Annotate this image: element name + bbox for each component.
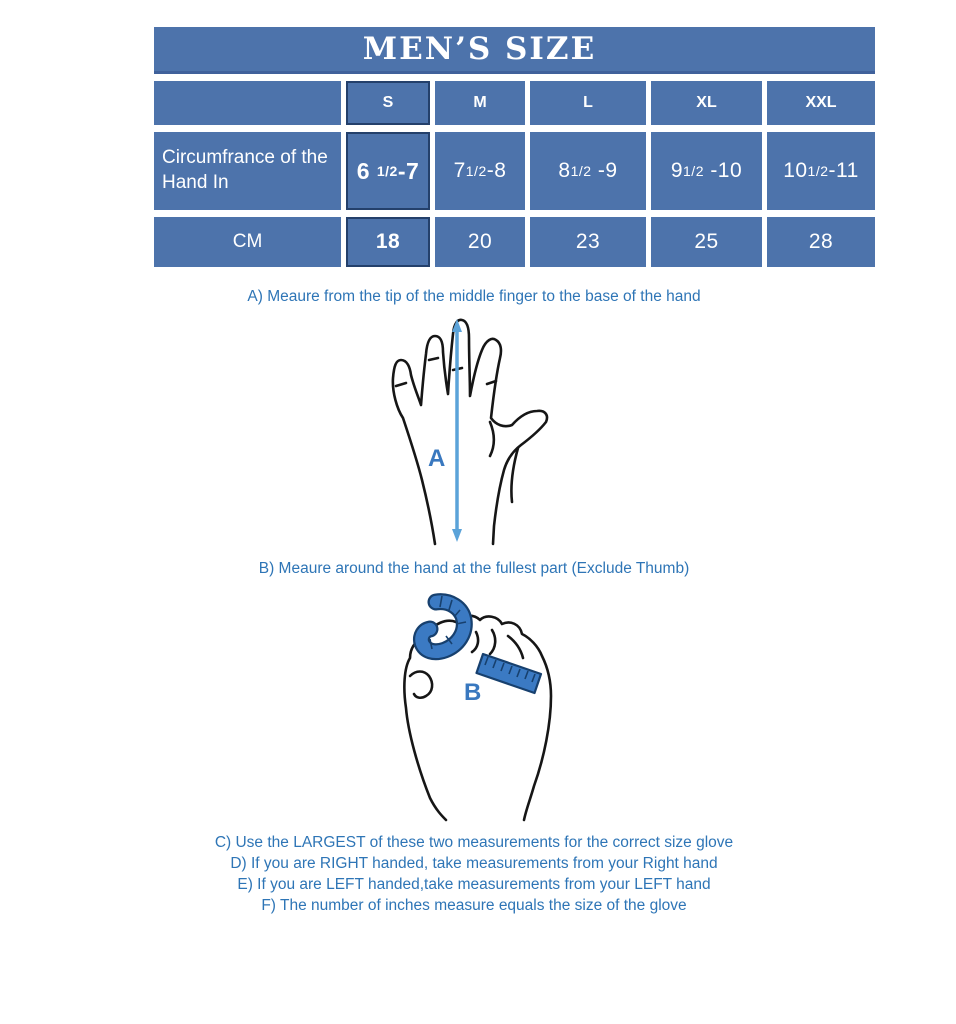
cell-cm-s: 18: [346, 217, 430, 267]
inches-m-frac: 1/2: [465, 163, 487, 179]
note-b: B) Meaure around the hand at the fullest part (Exclude Thumb): [258, 560, 690, 577]
cell-inches-xl: [651, 132, 762, 210]
hand-illustration: [366, 312, 568, 547]
inches-xxl-post: -11: [828, 159, 859, 182]
corner-cell: [154, 81, 341, 125]
inches-l-frac: 1/2: [570, 163, 592, 179]
inches-s-pre: 6: [356, 157, 377, 184]
cell-cm-xxl: 28: [767, 217, 875, 267]
col-header-m: M: [435, 81, 525, 125]
cell-inches-xxl: [767, 132, 875, 210]
size-table: [154, 27, 875, 267]
notes-block: [0, 832, 948, 916]
col-header-l: L: [530, 81, 646, 125]
inches-l-post: -9: [591, 159, 618, 182]
note-c: C) Use the LARGEST of these two measurements for the correct size glove: [214, 834, 734, 851]
fist-figure: [388, 588, 600, 837]
note-d: D) If you are RIGHT handed, take measurements from your Right hand: [230, 855, 718, 872]
row-label-cm: CM: [154, 217, 341, 267]
hand-outline: [393, 320, 547, 544]
cell-inches-l: [530, 132, 646, 210]
hand-figure: [366, 312, 568, 552]
note-f: F) The number of inches measure equals the size of the glove: [261, 897, 687, 914]
inches-s-post: -7: [397, 157, 420, 184]
fist-label-b: B: [464, 679, 482, 706]
inches-s-frac: 1/2: [376, 163, 398, 179]
cell-cm-xl: 25: [651, 217, 762, 267]
note-a: A) Meaure from the tip of the middle finger to the base of the hand: [247, 288, 701, 305]
cell-cm-m: 20: [435, 217, 525, 267]
inches-xl-post: -10: [703, 159, 743, 182]
inches-xxl-frac: 1/2: [807, 163, 829, 179]
table-title: MEN’S SIZE: [154, 27, 875, 74]
cell-cm-l: 23: [530, 217, 646, 267]
inches-m-pre: 7: [453, 159, 466, 182]
fist-illustration: [388, 588, 600, 832]
note-e: E) If you are LEFT handed,take measurements from your LEFT hand: [237, 876, 711, 893]
inches-xl-pre: 9: [670, 159, 684, 182]
inches-xl-frac: 1/2: [683, 163, 704, 179]
cell-inches-s: [346, 132, 430, 210]
cell-inches-m: [435, 132, 525, 210]
col-header-xxl: XXL: [767, 81, 875, 125]
inches-xxl-pre: 10: [783, 159, 808, 182]
hand-label-a: A: [428, 445, 446, 472]
col-header-xl: XL: [651, 81, 762, 125]
inches-m-post: -8: [486, 159, 507, 182]
row-label-inches: Circumfrance of the Hand In: [154, 132, 341, 210]
inches-l-pre: 8: [558, 159, 571, 182]
col-header-s: S: [346, 81, 430, 125]
